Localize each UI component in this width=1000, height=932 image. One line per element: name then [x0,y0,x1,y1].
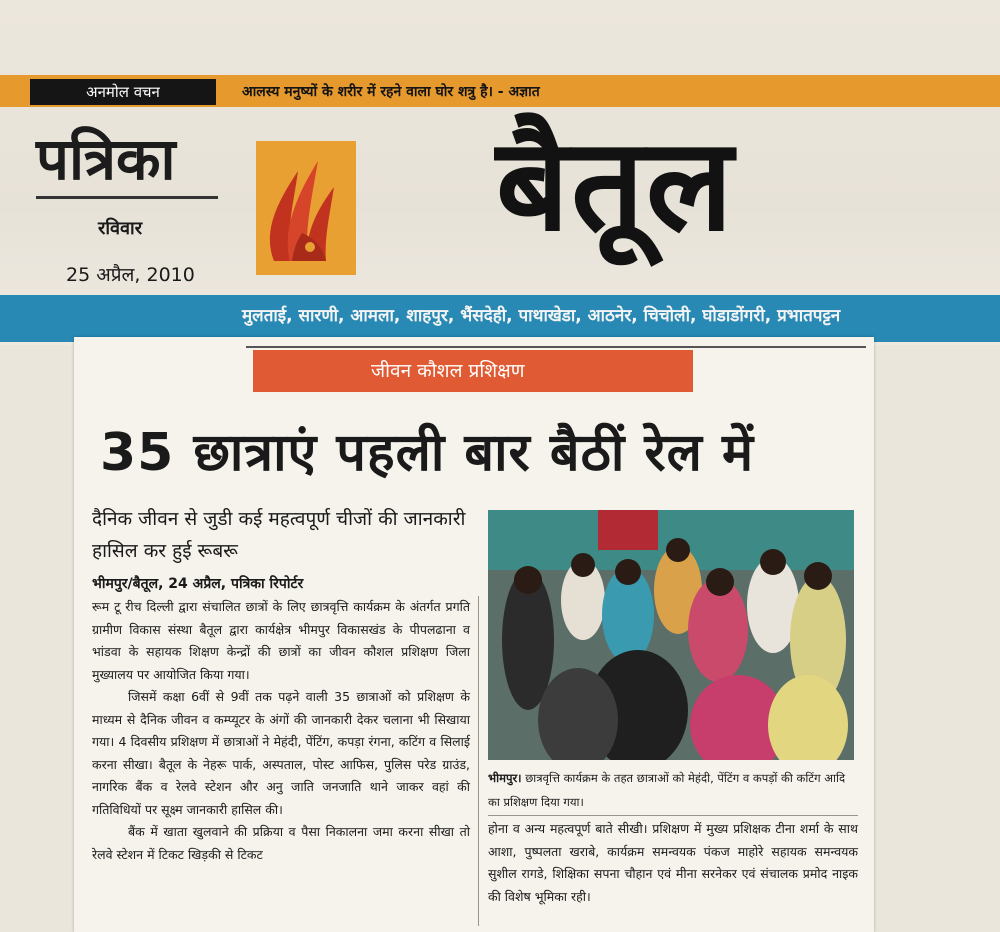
category-label: जीवन कौशल प्रशिक्षण [371,360,525,382]
city-name: बैतूल [496,110,735,260]
quote-text: आलस्य मनुष्यों के शरीर में रहने वाला घोर शत्रु है। - अज्ञात [242,84,540,100]
article-dateline: भीमपुर/बैतूल, 24 अप्रैल, पत्रिका रिपोर्टर [92,576,304,592]
paragraph: जिसमें कक्षा 6वीं से 9वीं तक पढ़ने वाली 35 छात्राओं को प्रशिक्षण के माध्यम से दैनिक जीवन व कम्प्यूटर के अंगों की जानकारी देकर चलाना भी सिखाया गया। 4 दिवसीय प्रशिक्षण में छात्राओं ने मेहंदी, पेंटिंग, कपड़ा रंगना, कटिंग व सिलाई करना सीखा। बैतूल के नेहरू पार्क, अस्पताल, पोस्ट आफिस, पुलिस परेड ग्राउंड, नागरिक बैंक व रेलवे स्टेशन और अनु जाति जनजाति थाने जाकर वहां की गतिविधियों पर सूक्ष्म जानकारी हासिल की। [92,689,470,817]
masthead-day: रविवार [98,218,143,239]
column-divider [478,596,479,926]
category-banner [253,350,693,392]
clip-top-rule [246,346,866,348]
logo-underline [36,196,218,199]
paragraph: रूम टू रीच दिल्ली द्वारा संचालित छात्रों के लिए छात्रवृत्ति कार्यक्रम के अंतर्गत प्रगति ग्रामीण विकास संस्था बैतूल द्वारा कार्यक्षेत्र भीमपुर विकासखंड के पीपलढाना व भांडवा के सहायक शिक्षण केन्द्रों की छात्रों का जीवन कौशल प्रशिक्षण जिला मुख्यालय पर आयोजित किया गया। [92,599,470,682]
article-subhead: दैनिक जीवन से जुडी कई महत्वपूर्ण चीजों की जानकारी हासिल कर हुई रूबरू [92,508,466,562]
photo-caption [488,766,858,814]
article-left-column [92,596,470,866]
masthead-date: 25 अप्रैल, 2010 [66,264,195,286]
caption-divider [488,815,858,816]
caption-text: छात्रवृत्ति कार्यक्रम के तहत छात्राओं को मेहंदी, पेंटिंग व कपड़ों की कटिंग आदि का प्रशिक्षण दिया गया। [488,771,846,809]
cities-list: मुलताई, सारणी, आमला, शाहपुर, भैंसदेही, पाथाखेडा, आठनेर, चिचोली, घोडाडोंगरी, प्रभातपट्टन [242,306,841,326]
article-right-column [488,818,858,908]
paragraph: होना व अन्य महत्वपूर्ण बाते सीखी। प्रशिक्षण में मुख्य प्रशिक्षक टीना शर्मा के साथ आशा, पुष्पलता खराबे, कार्यक्रम समन्वयक पंकज माहोरे सहायक समन्वयक सुशील रागडे, शिक्षिका सपना चौहान एवं मीना सरनेकर एवं संचालक प्रमोद नाइक की विशेष भूमिका रही। [488,821,858,904]
article-headline: 35 छात्राएं पहली बार बैठीं रेल में [100,423,755,483]
article-photo [488,510,854,760]
paper-name-logo: पत्रिका [36,125,176,193]
quote-label: अनमोल वचन [30,79,216,105]
paragraph: बैंक में खाता खुलवाने की प्रक्रिया व पैसा निकालना जमा करना सीखा तो रेलवे स्टेशन में टिकट खिड़की से टिकट [92,824,470,862]
caption-lead: भीमपुर। [488,771,522,785]
flame-logo-icon [256,141,356,275]
